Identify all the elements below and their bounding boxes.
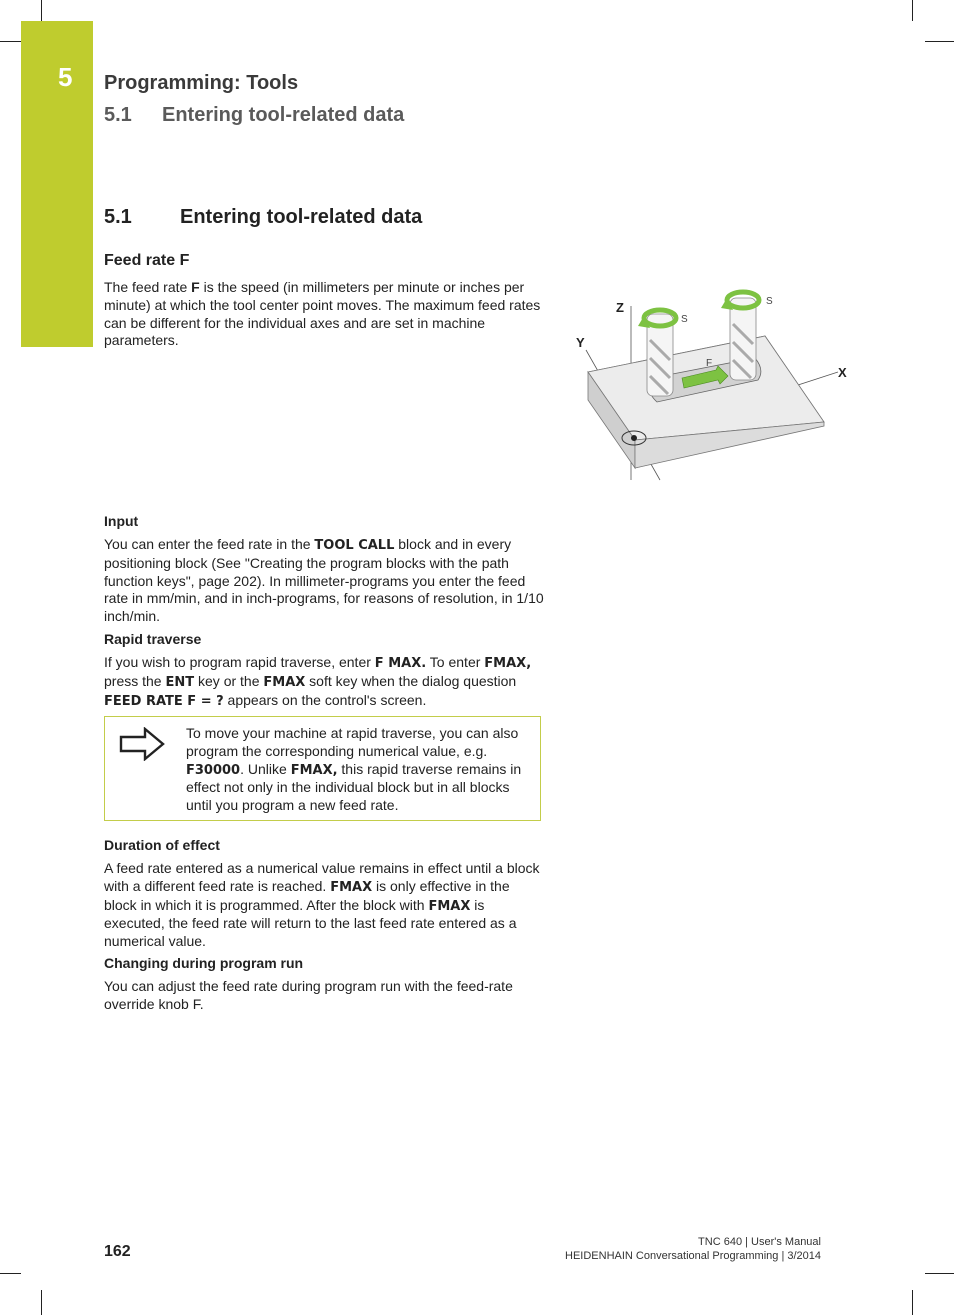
chapter-number: 5 bbox=[58, 62, 73, 92]
note-box bbox=[104, 716, 541, 821]
crop-mark bbox=[41, 1290, 42, 1315]
feed-rate-heading: Feed rate F bbox=[104, 252, 190, 269]
axis-label-z: Z bbox=[616, 300, 624, 315]
running-header-number: 5.1 bbox=[104, 104, 132, 126]
feed-label-f: F bbox=[706, 358, 713, 369]
input-heading: Input bbox=[104, 513, 139, 529]
spindle-label-s1: S bbox=[681, 314, 688, 325]
feed-rate-paragraph: The feed rate F is the speed (in millimeters per minute or inches per minute) at which the tool center point moves. The maximum feed rates can be different for the individual axes and are set in machine parameters. bbox=[104, 279, 541, 349]
crop-mark bbox=[912, 1290, 913, 1315]
crop-mark bbox=[925, 41, 954, 42]
changing-paragraph: You can adjust the feed rate during program run with the feed-rate override knob F. bbox=[104, 978, 513, 1012]
arrow-right-icon bbox=[119, 727, 165, 761]
tool-feed-figure bbox=[560, 280, 850, 490]
footer-info bbox=[565, 1235, 821, 1263]
footer-line-2: HEIDENHAIN Conversational Programming | 3/2014 bbox=[565, 1250, 821, 1262]
running-header-title: Entering tool-related data bbox=[162, 104, 405, 126]
crop-mark bbox=[0, 41, 21, 42]
chapter-tab bbox=[21, 21, 93, 347]
axis-label-x: X bbox=[838, 365, 847, 380]
footer-line-1: TNC 640 | User's Manual bbox=[698, 1236, 821, 1248]
section-number: 5.1 bbox=[104, 206, 132, 228]
note-text: To move your machine at rapid traverse, you can also program the corresponding numerical value, e.g. F30000. Unlike FMAX, this rapid traverse remains in effect not only in the individual block but in all blocks until you program a new feed rate. bbox=[186, 725, 522, 814]
crop-mark bbox=[912, 0, 913, 21]
running-header bbox=[104, 104, 404, 127]
axis-label-y: Y bbox=[576, 335, 585, 350]
duration-heading: Duration of effect bbox=[104, 837, 220, 853]
rapid-traverse-paragraph: If you wish to program rapid traverse, enter F MAX. To enter FMAX, press the ENT key or the FMAX soft key when the dialog question FEED RATE F = ? appears on the control's screen. bbox=[104, 654, 532, 709]
section-heading bbox=[104, 206, 422, 229]
chapter-title: Programming: Tools bbox=[104, 72, 299, 94]
changing-heading: Changing during program run bbox=[104, 955, 304, 971]
crop-mark bbox=[0, 1273, 21, 1274]
page-number: 162 bbox=[104, 1243, 131, 1260]
crop-mark bbox=[41, 0, 42, 21]
input-paragraph: You can enter the feed rate in the TOOL CALL block and in every positioning block (See "Creating the program blocks with the path function keys", page 202). In millimeter-programs you enter the feed rate in mm/min, and in inch-programs, for reasons of resolution, in 1/10 inch/min. bbox=[104, 536, 544, 625]
spindle-label-s2: S bbox=[766, 296, 773, 307]
section-title: Entering tool-related data bbox=[180, 206, 423, 228]
rapid-traverse-heading: Rapid traverse bbox=[104, 631, 202, 647]
duration-paragraph: A feed rate entered as a numerical value remains in effect until a block with a different feed rate is reached. FMAX is only effective in the block in which it is programmed. After the block with FMAX is executed, the feed rate will return to the last feed rate entered as a numerical value. bbox=[104, 860, 540, 950]
crop-mark bbox=[925, 1273, 954, 1274]
